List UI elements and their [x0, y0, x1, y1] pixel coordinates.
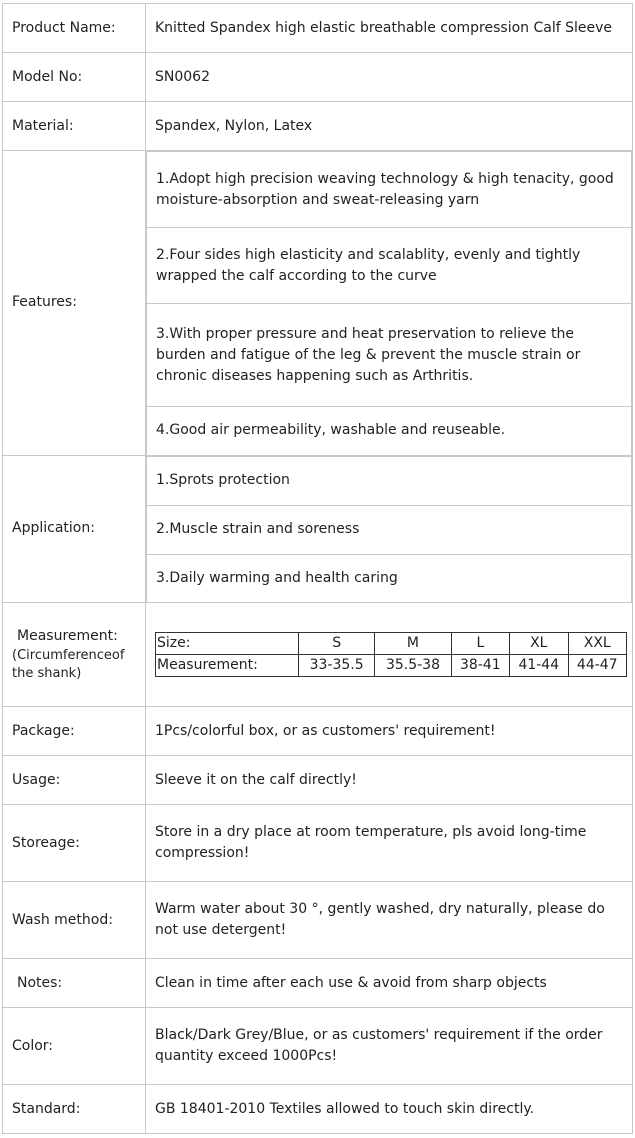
- row-features: [3, 151, 633, 456]
- wash-label: Wash method:: [3, 882, 146, 959]
- measurement-label: Measurement:: [17, 628, 118, 644]
- measurement-label-cell: [3, 603, 146, 707]
- usage-value: Sleeve it on the calf directly!: [146, 756, 633, 805]
- notes-label: Notes:: [3, 959, 146, 1008]
- application-item: 1.Sprots protection: [147, 456, 632, 505]
- size-cell: XXL: [568, 633, 627, 655]
- standard-value: GB 18401-2010 Textiles allowed to touch skin directly.: [146, 1085, 633, 1134]
- usage-label: Usage:: [3, 756, 146, 805]
- size-row: [156, 633, 627, 655]
- package-value: 1Pcs/colorful box, or as customers' requirement!: [146, 707, 633, 756]
- material-value: Spandex, Nylon, Latex: [146, 102, 633, 151]
- measurement-value: 38-41: [451, 655, 509, 677]
- product-name-label: Product Name:: [3, 4, 146, 53]
- application-list: [146, 456, 632, 603]
- row-package: [3, 707, 633, 756]
- measurement-cell: [146, 603, 633, 707]
- feature-item: 1.Adopt high precision weaving technology & high tenacity, good moisture-absorption and sweat-releasing yarn: [147, 152, 632, 228]
- row-application: [3, 455, 633, 603]
- measurement-value: 41-44: [510, 655, 568, 677]
- feature-item: 2.Four sides high elasticity and scalablity, evenly and tightly wrapped the calf according to the curve: [147, 228, 632, 304]
- measurement-row-header: Measurement:: [156, 655, 299, 677]
- measurement-value: 44-47: [568, 655, 627, 677]
- row-product-name: [3, 4, 633, 53]
- row-material: [3, 102, 633, 151]
- measurement-sublabel: (Circumferenceof the shank): [12, 648, 125, 681]
- size-table: [155, 632, 627, 677]
- application-cell: [146, 455, 633, 603]
- row-standard: [3, 1085, 633, 1134]
- model-no-value: SN0062: [146, 53, 633, 102]
- measurement-value: 33-35.5: [299, 655, 375, 677]
- feature-item: 4.Good air permeability, washable and reuseable.: [147, 407, 632, 455]
- measurement-row: [156, 655, 627, 677]
- application-item: 2.Muscle strain and soreness: [147, 505, 632, 554]
- row-notes: [3, 959, 633, 1008]
- row-wash: [3, 882, 633, 959]
- spec-table: [2, 3, 633, 1134]
- storage-value: Store in a dry place at room temperature, pls avoid long-time compression!: [146, 805, 633, 882]
- notes-value: Clean in time after each use & avoid from sharp objects: [146, 959, 633, 1008]
- color-label: Color:: [3, 1008, 146, 1085]
- row-usage: [3, 756, 633, 805]
- feature-item: 3.With proper pressure and heat preservation to relieve the burden and fatigue of the leg & prevent the muscle strain or chronic diseases happening such as Arthritis.: [147, 304, 632, 407]
- material-label: Material:: [3, 102, 146, 151]
- standard-label: Standard:: [3, 1085, 146, 1134]
- row-storage: [3, 805, 633, 882]
- size-cell: S: [299, 633, 375, 655]
- storage-label: Storeage:: [3, 805, 146, 882]
- features-label: Features:: [3, 151, 146, 456]
- features-list: [146, 151, 632, 455]
- application-item: 3.Daily warming and health caring: [147, 554, 632, 602]
- wash-value: Warm water about 30 °, gently washed, dry naturally, please do not use detergent!: [146, 882, 633, 959]
- size-cell: L: [451, 633, 509, 655]
- row-model-no: [3, 53, 633, 102]
- size-header: Size:: [156, 633, 299, 655]
- package-label: Package:: [3, 707, 146, 756]
- features-cell: [146, 151, 633, 456]
- product-name-value: Knitted Spandex high elastic breathable compression Calf Sleeve: [146, 4, 633, 53]
- application-label: Application:: [3, 455, 146, 603]
- row-measurement: [3, 603, 633, 707]
- size-cell: XL: [510, 633, 568, 655]
- size-cell: M: [375, 633, 451, 655]
- measurement-value: 35.5-38: [375, 655, 451, 677]
- color-value: Black/Dark Grey/Blue, or as customers' requirement if the order quantity exceed 1000Pcs!: [146, 1008, 633, 1085]
- model-no-label: Model No:: [3, 53, 146, 102]
- row-color: [3, 1008, 633, 1085]
